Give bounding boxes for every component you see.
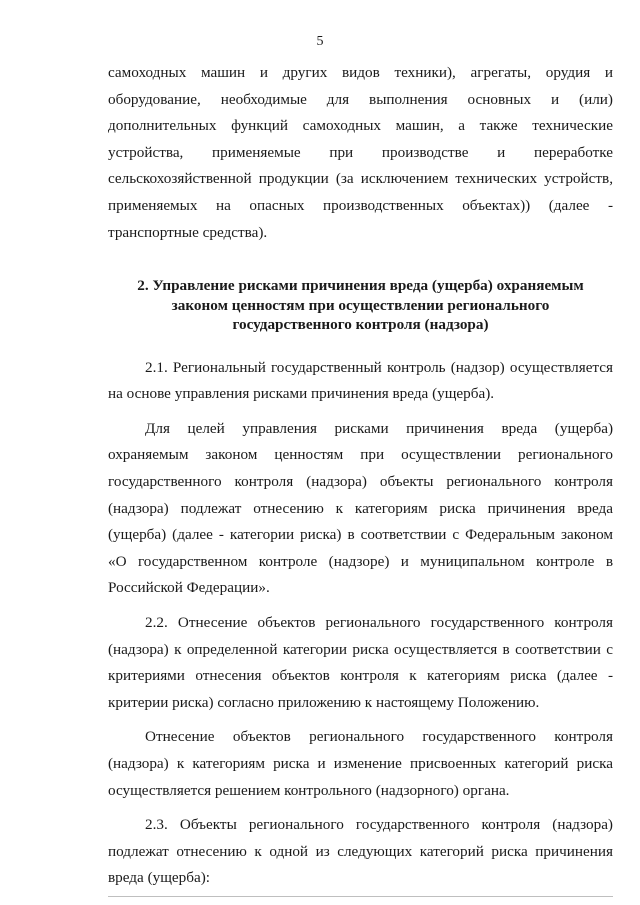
text-line: государственного контроля (надзора) объекты регионального контроля: [108, 473, 613, 491]
document-body: [108, 60, 613, 892]
text-line: (надзора) к определенной категории риска осуществляется в соответствии с: [108, 640, 613, 658]
text-line: сельскохозяйственной продукции (за исключением технических устройств,: [108, 170, 613, 188]
text-line: осуществляется решением контрольного (надзорного) органа.: [108, 781, 510, 799]
text-line: (надзора) к категориям риска и изменение присвоенных категорий риска: [108, 754, 613, 772]
intro-paragraph: [108, 60, 613, 246]
text-line: дополнительных функций самоходных машин, а также технические: [108, 117, 613, 135]
text-line: 2.2. Отнесение объектов регионального государственного контроля: [145, 614, 613, 631]
text-line: Для целей управления рисками причинения вреда (ущерба): [145, 419, 613, 437]
paragraph-2-2: [108, 610, 613, 716]
paragraph-risk-purpose: [108, 416, 613, 602]
text-line: критериями отнесения объектов контроля к категориям риска (далее -: [108, 667, 613, 685]
text-line: «О государственном контроле (надзоре) и муниципальном контроле в: [108, 552, 613, 570]
paragraph-category-assignment: [108, 724, 613, 804]
text-line: оборудование, необходимые для выполнения основных и (или): [108, 90, 613, 108]
page-bottom-edge: [108, 896, 613, 897]
text-line: на основе управления рисками причинения вреда (ущерба).: [108, 385, 495, 403]
section-heading: [108, 276, 613, 335]
text-line: Отнесение объектов регионального государственного контроля: [145, 728, 613, 746]
text-line: применяемых на опасных производственных объектах)) (далее -: [108, 196, 613, 214]
text-line: (надзора) подлежат отнесению к категориям риска причинения вреда: [108, 499, 613, 517]
text-line: 2.3. Объекты регионального государственного контроля (надзора): [145, 816, 613, 834]
text-line: подлежат отнесению к одной из следующих категорий риска причинения: [108, 842, 613, 860]
text-line: транспортные средства).: [108, 223, 268, 241]
text-line: самоходных машин и других видов техники), агрегаты, орудия и: [108, 64, 613, 81]
paragraph-2-1: [108, 355, 613, 408]
text-line: критерии риска) согласно приложению к настоящему Положению.: [108, 693, 540, 711]
heading-line: законом ценностям при осуществлении регионального: [171, 296, 550, 314]
text-line: вреда (ущерба):: [108, 869, 210, 887]
text-line: 2.1. Региональный государственный контроль (надзор) осуществляется: [145, 358, 613, 376]
text-line: (ущерба) (далее - категории риска) в соответствии с Федеральным законом: [108, 526, 613, 544]
text-line: охраняемым законом ценностям при осуществлении регионального: [108, 446, 613, 464]
heading-line: 2. Управление рисками причинения вреда (ущерба) охраняемым: [137, 277, 584, 295]
text-line: Российской Федерации».: [108, 579, 270, 597]
page-number: 5: [316, 34, 324, 49]
text-line: устройства, применяемые при производстве и переработке: [108, 143, 613, 161]
heading-line: государственного контроля (надзора): [232, 316, 489, 334]
paragraph-2-3: [108, 812, 613, 892]
